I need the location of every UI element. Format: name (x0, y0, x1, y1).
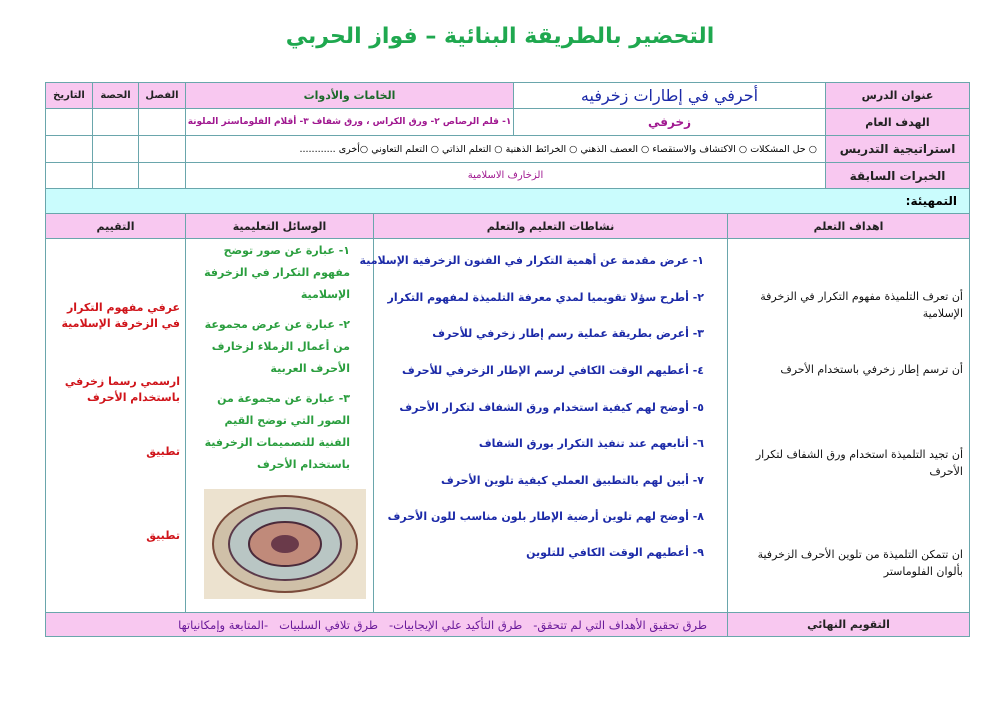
period-cell[interactable] (92, 108, 139, 136)
evaluation-item: تطبيق (146, 445, 180, 458)
activities-header: نشاطات التعليم والتعلم (373, 213, 728, 239)
evaluation-item: ارسمي رسما زخرفي باستخدام الأحرف (64, 375, 180, 404)
lesson-title-label: عنوان الدرس (825, 82, 970, 109)
tool-item: ٣- عبارة عن مجموعة من الصور التي توضح القيم الفنية للتصميمات الزخرفية باستخدام الأحرف (204, 392, 350, 471)
activity-item: ٤- أعطيهم الوقت الكافي لرسم الإطار الزخرفي للأحرف (402, 364, 704, 377)
final-evaluation-label: التقويم النهائي (727, 612, 970, 637)
date-cell-2 (45, 135, 93, 163)
tool-item: ٢- عبارة عن عرض مجموعة من أعمال الزملاء لزخارف الأحرف العربية (204, 318, 350, 375)
goal-item: أن تجيد التلميذة استخدام ورق الشفاف لتكرار الأحرف (755, 448, 963, 478)
class-cell-3 (138, 162, 186, 189)
activity-item: ٦- أتابعهم عند تنفيذ التكرار بورق الشفاف (478, 437, 704, 450)
general-goal: زخرفي (513, 108, 826, 136)
strategies: ○ حل المشكلات ○ الاكتشاف والاستقصاء ○ العصف الذهني ○ الخرائط الذهنية ○ التعلم الذاتي ○ التعلم التعاوني ○أخرى ............ (185, 135, 826, 163)
prior-label: الخبرات السابقة (825, 162, 970, 189)
materials-label: الخامات والأدوات (185, 82, 514, 109)
activity-item: ١- عرض مقدمة عن أهمية التكرار في الفنون الزخرفية الإسلامية (359, 254, 704, 267)
class-cell[interactable] (138, 108, 186, 136)
date-cell-3 (45, 162, 93, 189)
materials: ١- قلم الرصاص ٢- ورق الكراس ، ورق شفاف ٣- أقلام الفلوماستر الملونة (185, 108, 514, 136)
evaluation-cell (45, 238, 186, 613)
goal-item: أن ترسم إطار زخرفي باستخدام الأحرف (780, 363, 963, 376)
period-cell-3 (92, 162, 139, 189)
class-cell-2 (138, 135, 186, 163)
strategy-label: استراتيجية التدريس (825, 135, 970, 163)
evaluation-item: تطبيق (146, 529, 180, 542)
evaluation-item: عرفي مفهوم التكرار في الزخرفة الإسلامية (61, 301, 180, 330)
activity-item: ٧- أبين لهم بالتطبيق العملي كيفية تلوين الأحرف (440, 474, 704, 487)
period-cell-2 (92, 135, 139, 163)
activity-item: ٢- أطرح سؤلا تقويميا لمدي معرفة التلميذة لمفهوم التكرار (387, 291, 704, 304)
prior-experience: الزخارف الاسلامية (185, 162, 826, 189)
activity-item: ٣- أعرض بطريقة عملية رسم إطار زخرفي للأحرف (432, 327, 704, 340)
class-label: الفصل (138, 82, 186, 109)
ornament-image (204, 489, 366, 599)
page-title: التحضير بالطريقة البنائية – فواز الحربي (285, 24, 715, 49)
activities-list (359, 254, 704, 574)
lesson-title: أحرفي في إطارات زخرفيه (513, 82, 826, 109)
goal-item: ان تتمكن التلميذة من تلوين الأحرف الزخرفية بألوان الفلوماستر (757, 548, 963, 578)
activity-item: ٨- أوضح لهم تلوين أرضية الإطار بلون مناسب للون الأحرف (387, 510, 704, 523)
intro-row: التمهيئة: (45, 188, 970, 214)
evaluation-header: التقييم (45, 213, 186, 239)
final-evaluation-text: طرق تحقيق الأهداف التي لم تتحقق- طرق التأكيد علي الإيجابيات- طرق تلافي السلبيات -المتابعة وإمكانياتها (45, 612, 728, 637)
activity-item: ٩- أعطيهم الوقت الكافي للتلوين (526, 546, 704, 559)
general-goal-label: الهدف العام (825, 108, 970, 136)
tools-header: الوسائل التعليمية (185, 213, 374, 239)
date-label: التاريخ (45, 82, 93, 109)
goals-header: اهداف التعلم (727, 213, 970, 239)
tool-item: ١- عبارة عن صور توضح مفهوم التكرار في الزخرفة الإسلامية (204, 244, 350, 301)
date-cell[interactable] (45, 108, 93, 136)
activity-item: ٥- أوضح لهم كيفية استخدام ورق الشفاف لتكرار الأحرف (399, 401, 704, 414)
goal-item: أن تعرف التلميذة مفهوم التكرار في الزخرفة الإسلامية (760, 290, 963, 320)
period-label: الحصة (92, 82, 139, 109)
